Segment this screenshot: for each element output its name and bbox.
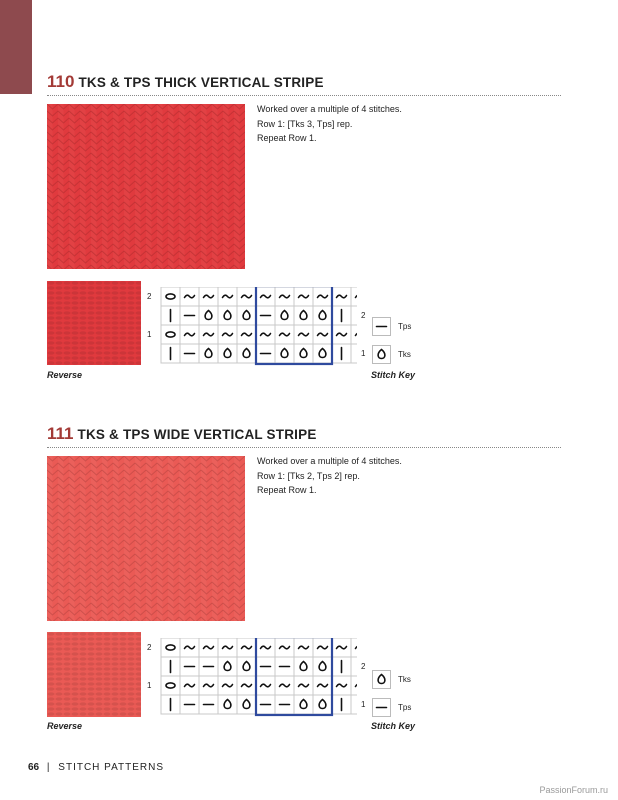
chart-cell-loop [199,306,218,325]
stitch-chart [147,638,366,718]
chart-row-number: 2 [147,292,152,301]
chart-cell-loop [294,695,313,714]
pattern-title: TKS & TPS WIDE VERTICAL STRIPE [77,427,317,442]
chart-cell-loop [294,306,313,325]
chart-cell-wave [180,638,199,657]
pattern-instructions [257,102,402,146]
swatch-photo-front [47,104,245,269]
chart-cell-bar [161,657,180,676]
reverse-caption: Reverse [47,721,83,731]
chart-cell-loop [275,344,294,363]
chart-cell-wave [199,638,218,657]
page-number: 66 [28,762,40,773]
reverse-caption: Reverse [47,370,83,380]
key-symbol-loop [378,350,385,359]
chart-row-number: 2 [147,643,152,652]
chart-grid [147,287,357,367]
chart-cell-wave [294,287,313,306]
footer-section: STITCH PATTERNS [58,762,165,773]
chart-cell-empty [351,695,357,714]
chart-cell-wave [180,287,199,306]
pattern-heading [47,72,324,92]
instruction-line: Repeat Row 1. [257,485,317,495]
chart-cell-wave [351,325,357,344]
chart-cell-wave [218,287,237,306]
chart-cell-bar [161,344,180,363]
chart-cell-wave [218,638,237,657]
chart-cell-wave [180,325,199,344]
key-symbol [372,345,391,364]
chart-cell-loop [313,306,332,325]
chart-cell-wave [275,676,294,695]
chart-cell-bar [332,657,351,676]
chart-cell-wave [313,676,332,695]
chart-cell-wave [275,325,294,344]
chart-cell-loop [313,344,332,363]
chart-cell-wave [313,325,332,344]
chart-cell-wave [332,676,351,695]
instruction-line: Row 1: [Tks 3, Tps] rep. [257,118,353,129]
chart-cell-bar [332,344,351,363]
heading-rule [47,95,561,96]
key-label: Tps [398,703,412,712]
chart-cell-dash [256,344,275,363]
chart-row-number: 1 [361,349,366,358]
chart-cell-loop [294,344,313,363]
chart-cell-loop [313,657,332,676]
chart-cell-loop [237,344,256,363]
key-label: Tks [398,350,411,359]
chart-cell-wave [199,287,218,306]
chart-cell-loop [237,695,256,714]
pattern-title: TKS & TPS THICK VERTICAL STRIPE [78,75,324,90]
swatch-photo-reverse [47,632,141,717]
chart-cell-bar [161,306,180,325]
chart-cell-wave [313,638,332,657]
chart-cell-bar [332,306,351,325]
chart-cell-wave [237,676,256,695]
chart-cell-dash [180,344,199,363]
chart-cell-wave [294,638,313,657]
stitch-key-item [372,317,411,336]
key-symbol [372,670,391,689]
chart-cell-wave [199,325,218,344]
chart-cell-loop [294,657,313,676]
swatch-photo-front [47,456,245,621]
pattern-instructions [257,454,402,498]
stitch-chart [147,287,366,367]
chart-cell-dash [275,657,294,676]
watermark: PassionForum.ru [539,785,608,795]
footer-separator: | [46,762,51,773]
chart-cell-oval [161,676,180,695]
chart-cell-dash [180,695,199,714]
chart-cell-loop [237,306,256,325]
chart-cell-wave [237,325,256,344]
instruction-line: Row 1: [Tks 2, Tps 2] rep. [257,470,360,481]
chart-cell-wave [313,287,332,306]
chart-cell-bar [161,695,180,714]
chart-cell-wave [180,676,199,695]
corner-tab [0,0,32,94]
chart-cell-loop [237,657,256,676]
chart-cell-loop [218,344,237,363]
key-label: Tks [398,675,411,684]
chart-cell-wave [351,287,357,306]
chart-cell-dash [180,306,199,325]
stitch-key-title: Stitch Key [371,370,416,380]
stitch-key-item [372,698,411,717]
chart-row-number: 1 [147,330,152,339]
key-symbol-loop [378,675,385,684]
key-label: Tps [398,322,412,331]
pattern-section-111 [47,424,567,744]
chart-cell-loop [313,695,332,714]
pattern-section-110 [47,72,567,392]
key-symbol [372,698,391,717]
chart-cell-wave [275,638,294,657]
chart-cell-wave [218,676,237,695]
chart-cell-wave [256,638,275,657]
chart-cell-loop [218,306,237,325]
chart-row-number: 1 [361,700,366,709]
chart-cell-loop [218,695,237,714]
chart-cell-wave [237,287,256,306]
chart-cell-wave [294,325,313,344]
chart-cell-dash [275,695,294,714]
chart-cell-dash [199,695,218,714]
chart-cell-dash [256,695,275,714]
chart-cell-wave [294,676,313,695]
instruction-line: Worked over a multiple of 4 stitches. [257,456,402,466]
chart-cell-wave [275,287,294,306]
pattern-number: 110 [47,72,75,91]
stitch-key-item [372,345,411,364]
chart-cell-loop [275,306,294,325]
chart-cell-wave [218,325,237,344]
chart-cell-dash [256,657,275,676]
chart-cell-dash [256,306,275,325]
chart-grid [147,638,357,718]
chart-cell-loop [218,657,237,676]
chart-cell-wave [332,325,351,344]
chart-cell-loop [199,344,218,363]
heading-rule [47,447,561,448]
stitch-key-title: Stitch Key [371,721,416,731]
chart-cell-wave [256,287,275,306]
chart-cell-wave [351,638,357,657]
chart-cell-dash [180,657,199,676]
chart-cell-wave [256,325,275,344]
instruction-line: Repeat Row 1. [257,133,317,143]
key-symbol [372,317,391,336]
chart-cell-wave [237,638,256,657]
chart-cell-oval [161,325,180,344]
chart-cell-wave [332,287,351,306]
chart-cell-dash [199,657,218,676]
instruction-line: Worked over a multiple of 4 stitches. [257,104,402,114]
page-footer [28,762,164,773]
chart-cell-empty [351,657,357,676]
chart-cell-wave [351,676,357,695]
chart-cell-wave [332,638,351,657]
chart-row-number: 2 [361,662,366,671]
chart-cell-empty [351,306,357,325]
chart-cell-bar [332,695,351,714]
stitch-key-item [372,670,411,689]
pattern-heading [47,424,317,444]
chart-cell-empty [351,344,357,363]
chart-cell-oval [161,287,180,306]
chart-cell-wave [199,676,218,695]
chart-row-number: 2 [361,311,366,320]
swatch-photo-reverse [47,281,141,365]
chart-cell-oval [161,638,180,657]
chart-row-number: 1 [147,681,152,690]
pattern-number: 111 [47,424,74,443]
chart-cell-wave [256,676,275,695]
